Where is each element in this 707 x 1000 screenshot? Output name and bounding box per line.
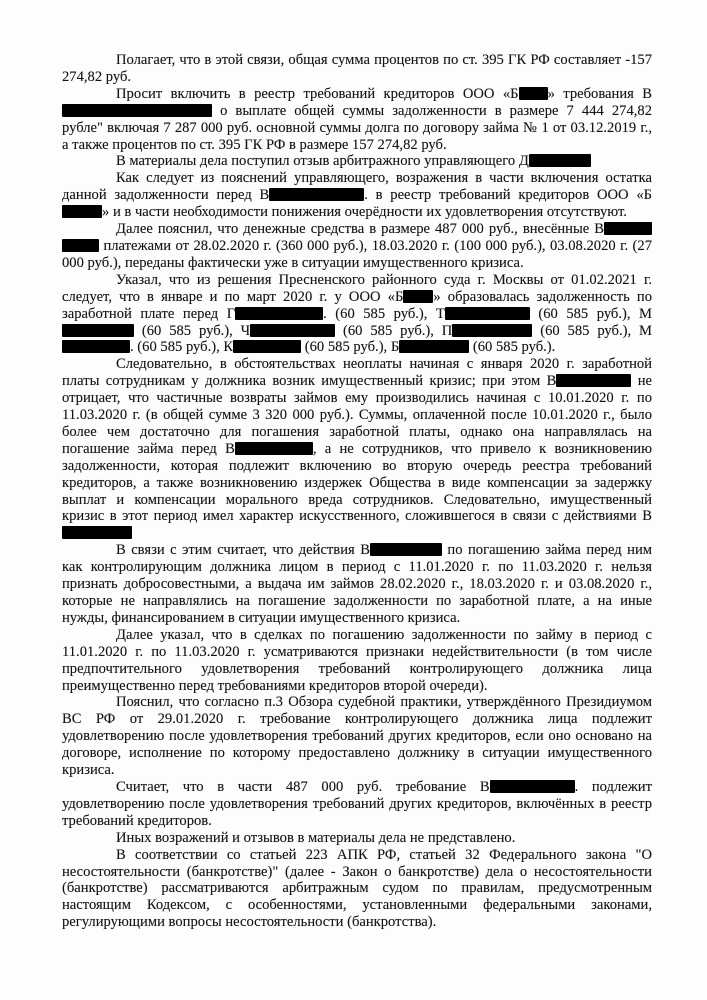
text-segment: В связи с этим считает, что действия В bbox=[116, 542, 370, 559]
text-segment: » образовалась задолженность по заработной плате перед Г bbox=[62, 288, 653, 322]
text-segment: (60 585 руб.), Ч bbox=[134, 322, 251, 339]
text-segment: » требования В bbox=[547, 85, 653, 102]
text-segment: (60 585 руб.), П bbox=[335, 322, 453, 339]
text-segment: по погашению займа перед ним как контролирующим должника лицом в период с 11.01.2020 г. по 11.03.2020 г. нельзя признать добросовестными, а выдача им займов 28.02.2020 г., 18.03.2020 г. и 03.08.2020 г., которые не направлялись на погашение задолженности по заработной плате, а на иные нужды, финансированием в ситуации имущественного кризиса. bbox=[62, 542, 652, 626]
text-segment: Как следует из пояснений управляющего, возражения в части включения остатка данной задолженности перед В bbox=[62, 170, 652, 204]
redaction-bar bbox=[235, 307, 323, 320]
paragraph bbox=[62, 52, 652, 86]
redaction-bar bbox=[62, 104, 212, 117]
redaction-bar bbox=[62, 340, 130, 353]
paragraph bbox=[62, 272, 652, 357]
document-body bbox=[62, 52, 652, 931]
text-segment: Иных возражений и отзывов в материалы дела не представлено. bbox=[116, 829, 516, 846]
redaction-bar bbox=[233, 340, 301, 353]
text-segment: (60 585 руб.). bbox=[469, 339, 556, 356]
text-segment: , а не сотрудников, что привело к возникновению задолженности, которая подлежит включению во вторую очередь реестра требований кредиторов, а также возникновению издержек Общества в виде компенсации за задержку выплат и компенсации морального вреда сотрудников. Следовательно, имущественный кризис в этот период имел характер искусственного, сложившегося в связи с действиями В bbox=[62, 440, 652, 525]
text-segment: Далее пояснил, что денежные средства в размере 487 000 руб., внесённые В bbox=[116, 221, 604, 238]
text-segment: В материалы дела поступил отзыв арбитражного управляющего Д bbox=[116, 153, 529, 170]
text-segment: Считает, что в части 487 000 руб. требование В bbox=[116, 778, 490, 795]
text-segment: Полагает, что в этой связи, общая сумма процентов по ст. 395 ГК РФ составляет -157 274,82 руб. bbox=[62, 52, 652, 85]
paragraph bbox=[62, 170, 652, 221]
redaction-bar bbox=[399, 340, 469, 353]
text-segment: » и в части необходимости понижения очерёдности их удовлетворения отсутствуют. bbox=[102, 204, 627, 221]
text-segment: Следовательно, в обстоятельствах неоплаты начиная с января 2020 г. заработной платы сотрудникам у должника возник имущественный кризис; при этом В bbox=[62, 356, 652, 390]
text-segment: Далее указал, что в сделках по погашению задолженности по займу в период с 11.01.2020 г. по 11.03.2020 г. усматриваются признаки недействительности (в том числе предпочтительного удовлетворения требований контролирующего должника лица преимущественно перед требованиями кредиторов второй очереди). bbox=[62, 626, 652, 694]
text-segment: (60 585 руб.), М bbox=[532, 322, 652, 339]
redaction-bar bbox=[529, 154, 591, 167]
redaction-bar bbox=[556, 374, 631, 387]
redaction-bar bbox=[445, 307, 530, 320]
redaction-bar bbox=[519, 87, 548, 100]
paragraph bbox=[62, 356, 652, 542]
paragraph bbox=[62, 86, 652, 154]
text-segment: Указал, что из решения Пресненского районного суда г. Москвы от 01.02.2021 г. следует, что в январе и по март 2020 г. у ООО «Б bbox=[62, 271, 652, 305]
text-segment: о выплате общей суммы задолженности в размере 7 444 274,82 рубле" включая 7 287 000 руб. основной суммы долга по договору займа № 1 от 03.12.2019 г., а также процентов по ст. 395 ГК РФ в размере 157 274,82 руб. bbox=[62, 102, 652, 153]
redaction-bar bbox=[250, 324, 335, 337]
redaction-bar bbox=[604, 222, 652, 235]
redaction-bar bbox=[269, 188, 364, 201]
text-segment: . в реестр требований кредиторов ООО «Б bbox=[364, 187, 652, 204]
paragraph bbox=[62, 627, 652, 695]
redaction-bar bbox=[235, 442, 313, 455]
redaction-bar bbox=[370, 543, 442, 556]
redaction-bar bbox=[62, 526, 132, 539]
text-segment: . (60 585 руб.), К bbox=[130, 339, 234, 356]
text-segment: Пояснил, что согласно п.3 Обзора судебной практики, утверждённого Президиумом ВС РФ от 29.01.2020 г. требование контролирующего должника лица подлежит удовлетворению после удовлетворения требований других кредиторов, если оно основано на договоре, исполнение по которому предоставлено должнику в ситуации имущественного кризиса. bbox=[62, 694, 652, 779]
text-segment: В соответствии со статьей 223 АПК РФ, статьей 32 Федерального закона "О несостоятельности (банкротстве)" (далее - Закон о банкротстве) дела о несостоятельности (банкротстве) рассматриваются арбитражным судом по правилам, предусмотренным настоящим Кодексом, с особенностями, установленными федеральными законами, регулирующими вопросы несостоятельности (банкротства). bbox=[62, 846, 652, 931]
paragraph bbox=[62, 779, 652, 830]
text-segment: (60 585 руб.), М bbox=[529, 305, 652, 322]
redaction-bar bbox=[62, 239, 99, 252]
paragraph bbox=[62, 221, 652, 272]
text-segment: (60 585 руб.), Б bbox=[301, 339, 400, 356]
text-segment: не отрицает, что частичные возвраты займов ему производились начиная с 10.01.2020 г. по 11.03.2020 г. (в общей сумме 3 320 000 руб.). Суммы, оплаченной после 10.01.2020 г., было более чем достаточно для погашения заработной платы, однако она направлялась на погашение займа перед В bbox=[62, 373, 652, 457]
redaction-bar bbox=[490, 780, 575, 793]
paragraph bbox=[62, 694, 652, 779]
redaction-bar bbox=[62, 324, 134, 337]
redaction-bar bbox=[452, 324, 532, 337]
text-segment: Просит включить в реестр требований кредиторов ООО «Б bbox=[116, 85, 519, 102]
text-segment: . подлежит удовлетворению после удовлетворения требований других кредиторов, включённых в реестр требований кредиторов. bbox=[62, 778, 652, 829]
text-segment: . (60 585 руб.), Т bbox=[323, 305, 445, 322]
redaction-bar bbox=[403, 290, 433, 303]
redaction-bar bbox=[62, 205, 102, 218]
text-segment: платежами от 28.02.2020 г. (360 000 руб.), 18.03.2020 г. (100 000 руб.), 03.08.2020 г. (27 000 руб.), переданы фактически уже в ситуации имущественного кризиса. bbox=[62, 237, 652, 271]
paragraph bbox=[62, 830, 652, 847]
paragraph bbox=[62, 847, 652, 932]
paragraph bbox=[62, 542, 652, 627]
paragraph bbox=[62, 153, 652, 170]
